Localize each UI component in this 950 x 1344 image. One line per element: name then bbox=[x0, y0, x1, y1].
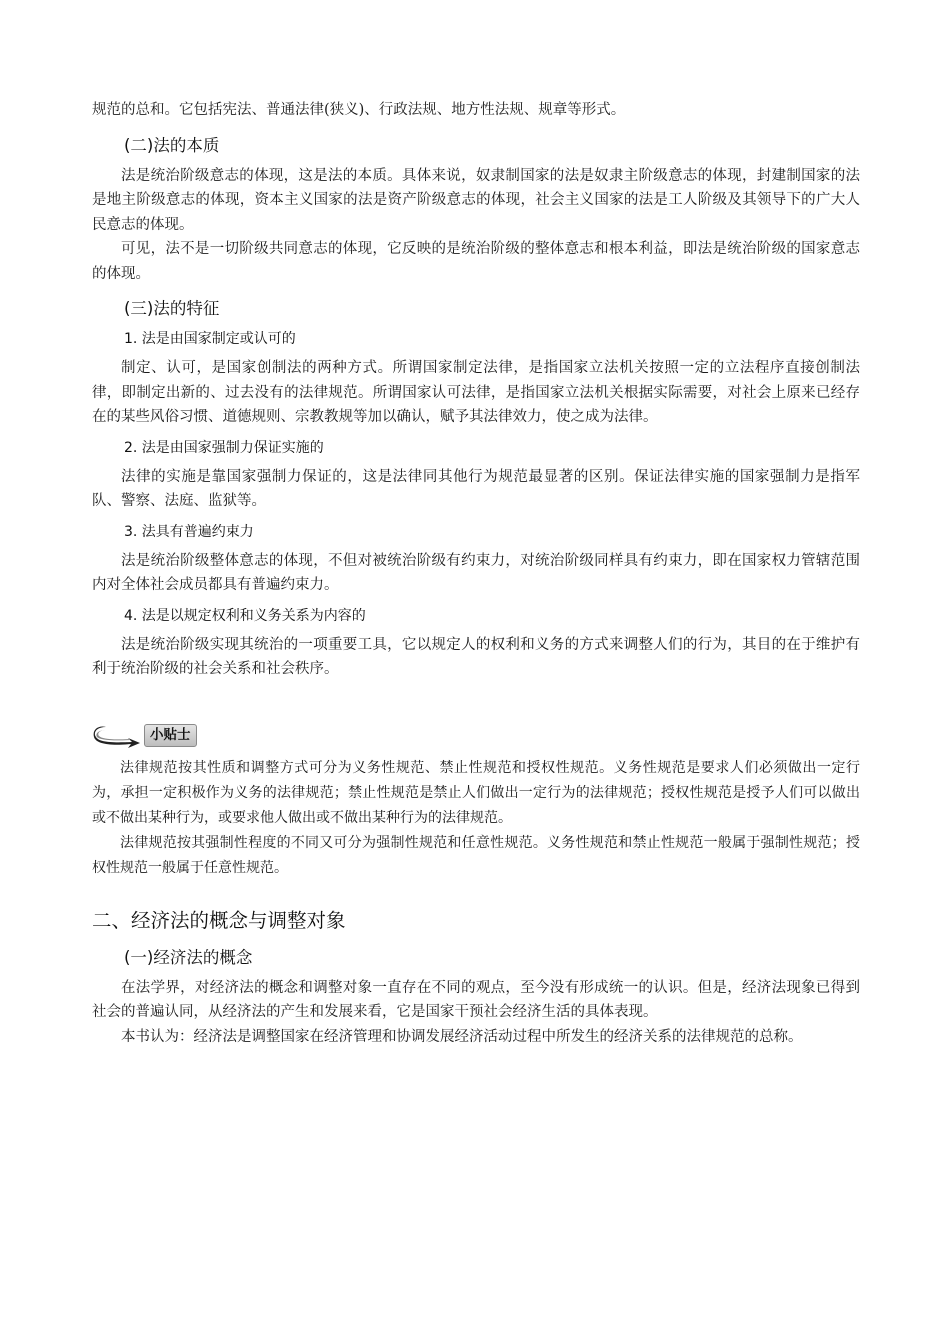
paragraph: 可见，法不是一切阶级共同意志的体现，它反映的是统治阶级的整体意志和根本利益，即法是统治阶级的国家意志的体现。 bbox=[92, 241, 860, 282]
heading-law-essence: (二)法的本质 bbox=[124, 135, 220, 155]
tip-paragraph: 法律规范按其强制性程度的不同又可分为强制性规范和任意性规范。义务性规范和禁止性规范一般属于强制性规范；授权性规范一般属于任意性规范。 bbox=[92, 834, 860, 876]
feature-1-title: 1. 法是由国家制定或认可的 bbox=[124, 331, 296, 347]
paragraph: 法是统治阶级意志的体现，这是法的本质。具体来说，奴隶制国家的法是奴隶主阶级意志的体现，封建制国家的法是地主阶级意志的体现，资本主义国家的法是资产阶级意志的体现，社会主义国家的法是工人阶级及其领导下的广大人民意志的体现。 bbox=[92, 167, 860, 233]
document-page bbox=[92, 98, 860, 1049]
section-2-title: 二、经济法的概念与调整对象 bbox=[92, 908, 346, 932]
paragraph: 在法学界，对经济法的概念和调整对象一直存在不同的观点，至今没有形成统一的认识。但是，经济法现象已得到社会的普遍认同，从经济法的产生和发展来看，它是国家干预社会经济生活的具体表现。 bbox=[92, 979, 860, 1020]
feature-4-title: 4. 法是以规定权利和义务关系为内容的 bbox=[124, 607, 366, 624]
paragraph: 法律的实施是靠国家强制力保证的，这是法律同其他行为规范最显著的区别。保证法律实施的国家强制力是指军队、警察、法庭、监狱等。 bbox=[92, 468, 860, 509]
paragraph: 本书认为：经济法是调整国家在经济管理和协调发展经济活动过程中所发生的经济关系的法律规范的总称。 bbox=[121, 1028, 803, 1045]
paragraph: 规范的总和。它包括宪法、普通法律(狭义)、行政法规、地方性法规、规章等形式。 bbox=[92, 102, 626, 118]
tip-label: 小贴士 bbox=[144, 724, 197, 747]
tip-box bbox=[92, 756, 860, 881]
tip-header bbox=[92, 722, 860, 750]
tip-paragraph: 法律规范按其性质和调整方式可分为义务性规范、禁止性规范和授权性规范。义务性规范是要求人们必须做出一定行为，承担一定积极作为义务的法律规范；禁止性规范是禁止人们做出一定行为的法律规范；授权性规范是授予人们可以做出或不做出某种行为，或要求他人做出或不做出某种行为的法律规范。 bbox=[92, 759, 860, 826]
paragraph: 法是统治阶级整体意志的体现，不但对被统治阶级有约束力，对统治阶级同样具有约束力，即在国家权力管辖范围内对全体社会成员都具有普遍约束力。 bbox=[92, 552, 860, 593]
paragraph: 制定、认可，是国家创制法的两种方式。所谓国家制定法律，是指国家立法机关按照一定的立法程序直接创制法律，即制定出新的、过去没有的法律规范。所谓国家认可法律，是指国家立法机关根据实际需要，对社会上原来已经存在的某些风俗习惯、道德规则、宗教教规等加以确认，赋予其法律效力，使之成为法律。 bbox=[92, 360, 860, 425]
heading-economic-law-concept: (一)经济法的概念 bbox=[124, 947, 253, 967]
feature-2-title: 2. 法是由国家强制力保证实施的 bbox=[124, 439, 324, 456]
paragraph: 法是统治阶级实现其统治的一项重要工具，它以规定人的权利和义务的方式来调整人们的行为，其目的在于维护有利于统治阶级的社会关系和社会秩序。 bbox=[92, 636, 860, 677]
arrow-icon bbox=[92, 723, 142, 749]
heading-law-features: (三)法的特征 bbox=[124, 299, 220, 318]
feature-3-title: 3. 法具有普遍约束力 bbox=[124, 523, 254, 540]
